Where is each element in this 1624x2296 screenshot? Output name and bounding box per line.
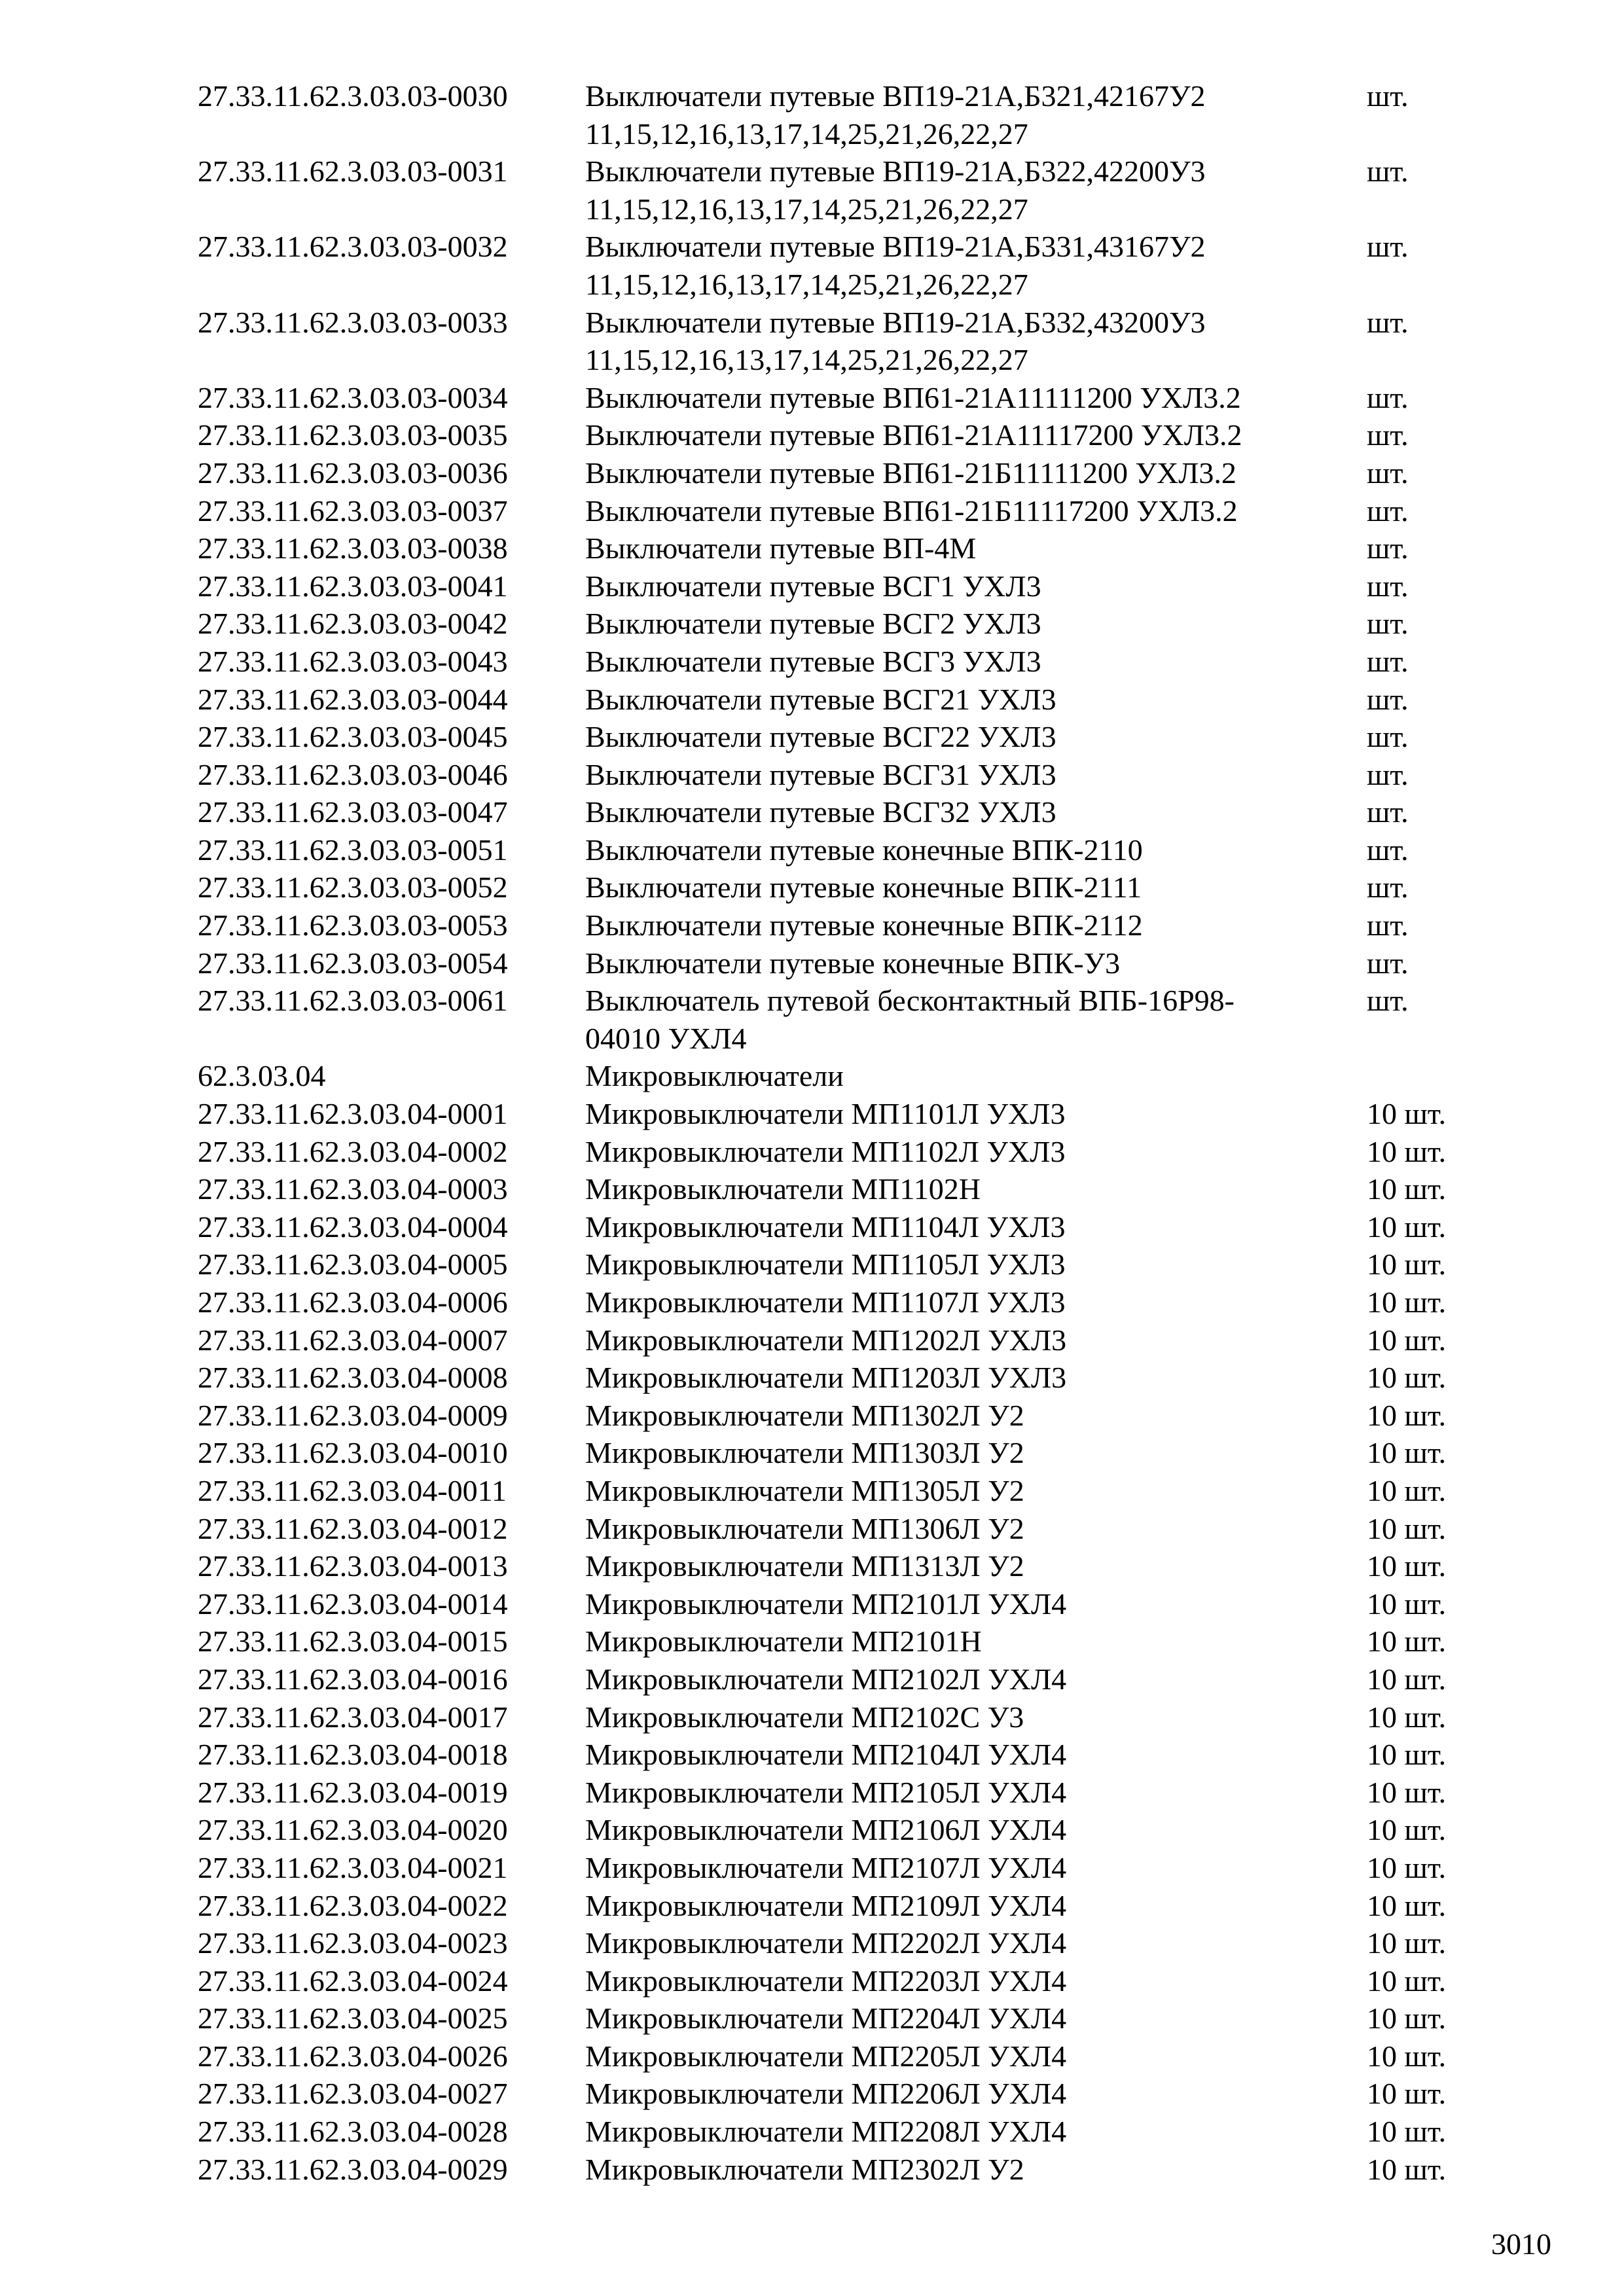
unit-of-measure: шт. (1367, 493, 1409, 528)
resource-name: Микровыключатели МП1306Л У2 (585, 1511, 1024, 1545)
resource-code: 27.33.11.62.3.03.04-0009 (198, 1398, 508, 1432)
resource-code: 27.33.11.62.3.03.03-0035 (198, 418, 508, 452)
resource-code: 27.33.11.62.3.03.04-0014 (198, 1587, 508, 1621)
resource-name: Выключатели путевые конечные ВПК-2112 (585, 908, 1143, 942)
resource-code: 27.33.11.62.3.03.04-0002 (198, 1134, 508, 1168)
unit-of-measure: шт. (1367, 154, 1409, 188)
table-row (198, 1585, 1507, 1623)
unit-of-measure: 10 шт. (1367, 1549, 1447, 1583)
resource-name: Микровыключатели МП1302Л У2 (585, 1398, 1024, 1432)
price-list-table (198, 77, 1507, 2188)
table-row (198, 1924, 1507, 1962)
resource-code: 27.33.11.62.3.03.04-0018 (198, 1738, 508, 1772)
resource-name: Микровыключатели МП2204Л УХЛ4 (585, 2001, 1067, 2036)
resource-code: 27.33.11.62.3.03.04-0008 (198, 1361, 508, 1395)
table-row (198, 2000, 1507, 2037)
unit-of-measure: шт. (1367, 456, 1409, 490)
resource-code: 27.33.11.62.3.03.04-0007 (198, 1323, 508, 1357)
table-row (198, 1321, 1507, 1359)
resource-code: 27.33.11.62.3.03.04-0026 (198, 2039, 508, 2073)
table-row (198, 1434, 1507, 1472)
table-row (198, 492, 1507, 530)
resource-code: 27.33.11.62.3.03.04-0028 (198, 2115, 508, 2149)
unit-of-measure: шт. (1367, 757, 1409, 791)
resource-code: 27.33.11.62.3.03.04-0013 (198, 1549, 508, 1583)
resource-name: Выключатели путевые ВП19-21А,Б332,43200У3 11,15,12,16,13,17,14,25,21,26,22,27 (585, 305, 1206, 377)
unit-of-measure: шт. (1367, 644, 1409, 678)
table-row (198, 793, 1507, 831)
table-row (198, 831, 1507, 869)
table-row (198, 379, 1507, 417)
resource-name: Микровыключатели (585, 1059, 844, 1093)
unit-of-measure: 10 шт. (1367, 1813, 1447, 1847)
unit-of-measure: 10 шт. (1367, 1624, 1447, 1659)
resource-name: Выключатели путевые конечные ВПК-2111 (585, 870, 1142, 905)
page-number: 3010 (1491, 2227, 1551, 2261)
unit-of-measure: 10 шт. (1367, 1134, 1447, 1168)
table-row (198, 1811, 1507, 1849)
resource-code: 27.33.11.62.3.03.03-0051 (198, 833, 508, 867)
table-row (198, 1246, 1507, 1283)
resource-code: 27.33.11.62.3.03.04-0011 (198, 1473, 507, 1507)
table-row (198, 1133, 1507, 1171)
table-row (198, 605, 1507, 643)
unit-of-measure: 10 шт. (1367, 2077, 1447, 2111)
unit-of-measure: шт. (1367, 380, 1409, 414)
resource-code: 27.33.11.62.3.03.03-0033 (198, 305, 508, 339)
resource-name: Микровыключатели МП2202Л УХЛ4 (585, 1926, 1067, 1960)
unit-of-measure: шт. (1367, 908, 1409, 942)
resource-code: 27.33.11.62.3.03.03-0034 (198, 380, 508, 414)
resource-code: 27.33.11.62.3.03.04-0015 (198, 1624, 508, 1659)
resource-code: 27.33.11.62.3.03.03-0046 (198, 757, 508, 791)
unit-of-measure: 10 шт. (1367, 1210, 1447, 1244)
table-row (198, 906, 1507, 944)
table-row (198, 1170, 1507, 1208)
resource-name: Выключатели путевые ВП61-21А11111200 УХЛ3.2 (585, 380, 1241, 414)
resource-code: 27.33.11.62.3.03.04-0029 (198, 2152, 508, 2186)
resource-code: 27.33.11.62.3.03.03-0032 (198, 230, 508, 264)
unit-of-measure: 10 шт. (1367, 1775, 1447, 1809)
unit-of-measure: 10 шт. (1367, 1511, 1447, 1545)
resource-code: 27.33.11.62.3.03.04-0016 (198, 1662, 508, 1696)
table-row (198, 1397, 1507, 1435)
resource-name: Микровыключатели МП2105Л УХЛ4 (585, 1775, 1067, 1809)
resource-code: 27.33.11.62.3.03.03-0061 (198, 984, 508, 1018)
table-row (198, 529, 1507, 567)
resource-name: Выключатели путевые ВСГ32 УХЛ3 (585, 795, 1056, 829)
unit-of-measure: 10 шт. (1367, 1850, 1447, 1884)
resource-name: Микровыключатели МП2206Л УХЛ4 (585, 2077, 1067, 2111)
resource-code: 27.33.11.62.3.03.04-0004 (198, 1210, 508, 1244)
resource-code: 27.33.11.62.3.03.04-0003 (198, 1172, 508, 1206)
table-row (198, 2113, 1507, 2151)
table-row (198, 1510, 1507, 1548)
unit-of-measure: шт. (1367, 569, 1409, 603)
resource-name: Микровыключатели МП2101Л УХЛ4 (585, 1587, 1067, 1621)
table-row (198, 152, 1507, 228)
resource-name: Микровыключатели МП2203Л УХЛ4 (585, 1964, 1067, 1998)
unit-of-measure: 10 шт. (1367, 1323, 1447, 1357)
unit-of-measure: шт. (1367, 79, 1409, 113)
table-row (198, 681, 1507, 719)
table-row (198, 1698, 1507, 1736)
resource-name: Выключатель путевой бесконтактный ВПБ-16Р98- 04010 УХЛ4 (585, 984, 1235, 1055)
resource-code: 27.33.11.62.3.03.04-0006 (198, 1285, 508, 1319)
resource-name: Микровыключатели МП1202Л УХЛ3 (585, 1323, 1067, 1357)
table-row (198, 1095, 1507, 1133)
resource-name: Микровыключатели МП2302Л У2 (585, 2152, 1024, 2186)
table-row (198, 228, 1507, 303)
unit-of-measure: 10 шт. (1367, 2152, 1447, 2186)
resource-code: 27.33.11.62.3.03.03-0038 (198, 531, 508, 565)
resource-code: 27.33.11.62.3.03.04-0023 (198, 1926, 508, 1960)
resource-name: Выключатели путевые конечные ВПК-2110 (585, 833, 1143, 867)
resource-name: Выключатели путевые ВП19-21А,Б322,42200У3 11,15,12,16,13,17,14,25,21,26,22,27 (585, 154, 1206, 226)
table-row (198, 982, 1507, 1057)
table-row (198, 304, 1507, 379)
resource-code: 27.33.11.62.3.03.03-0047 (198, 795, 508, 829)
resource-name: Микровыключатели МП2102С У3 (585, 1700, 1024, 1734)
table-row (198, 77, 1507, 152)
resource-code: 27.33.11.62.3.03.04-0010 (198, 1436, 508, 1470)
unit-of-measure: 10 шт. (1367, 1172, 1447, 1206)
resource-name: Микровыключатели МП1203Л УХЛ3 (585, 1361, 1067, 1395)
unit-of-measure: 10 шт. (1367, 1700, 1447, 1734)
resource-code: 27.33.11.62.3.03.03-0044 (198, 682, 508, 716)
unit-of-measure: 10 шт. (1367, 1738, 1447, 1772)
unit-of-measure: 10 шт. (1367, 1361, 1447, 1395)
table-row (198, 1472, 1507, 1510)
unit-of-measure: шт. (1367, 795, 1409, 829)
table-row (198, 454, 1507, 492)
resource-name: Микровыключатели МП2109Л УХЛ4 (585, 1888, 1067, 1922)
unit-of-measure: 10 шт. (1367, 1926, 1447, 1960)
unit-of-measure: 10 шт. (1367, 2039, 1447, 2073)
unit-of-measure: шт. (1367, 682, 1409, 716)
resource-name: Микровыключатели МП1105Л УХЛ3 (585, 1247, 1066, 1282)
table-row (198, 643, 1507, 681)
unit-of-measure: шт. (1367, 984, 1409, 1018)
table-row (198, 944, 1507, 982)
resource-code: 27.33.11.62.3.03.04-0001 (198, 1097, 508, 1131)
unit-of-measure: 10 шт. (1367, 1398, 1447, 1432)
resource-code: 27.33.11.62.3.03.04-0012 (198, 1511, 508, 1545)
resource-code: 27.33.11.62.3.03.03-0052 (198, 870, 508, 905)
resource-code: 27.33.11.62.3.03.04-0024 (198, 1964, 508, 1998)
table-row (198, 1660, 1507, 1698)
resource-code: 62.3.03.04 (198, 1059, 326, 1093)
resource-name: Микровыключатели МП1102Л УХЛ3 (585, 1134, 1066, 1168)
table-row (198, 1283, 1507, 1321)
resource-name: Выключатели путевые ВСГ31 УХЛ3 (585, 757, 1056, 791)
resource-code: 27.33.11.62.3.03.04-0019 (198, 1775, 508, 1809)
unit-of-measure: шт. (1367, 720, 1409, 754)
resource-name: Микровыключатели МП1102Н (585, 1172, 981, 1206)
table-row (198, 1887, 1507, 1925)
unit-of-measure: 10 шт. (1367, 1473, 1447, 1507)
resource-code: 27.33.11.62.3.03.04-0017 (198, 1700, 508, 1734)
resource-code: 27.33.11.62.3.03.03-0031 (198, 154, 508, 188)
resource-name: Выключатели путевые ВП19-21А,Б321,42167У2 11,15,12,16,13,17,14,25,21,26,22,27 (585, 79, 1206, 151)
unit-of-measure: шт. (1367, 607, 1409, 641)
table-row (198, 2151, 1507, 2189)
resource-code: 27.33.11.62.3.03.04-0005 (198, 1247, 508, 1282)
resource-code: 27.33.11.62.3.03.04-0025 (198, 2001, 508, 2036)
unit-of-measure: 10 шт. (1367, 1888, 1447, 1922)
table-row (198, 1359, 1507, 1397)
table-row (198, 869, 1507, 906)
resource-code: 27.33.11.62.3.03.03-0045 (198, 720, 508, 754)
resource-code: 27.33.11.62.3.03.03-0042 (198, 607, 508, 641)
resource-name: Выключатели путевые ВП-4М (585, 531, 977, 565)
resource-name: Выключатели путевые ВП19-21А,Б331,43167У2 11,15,12,16,13,17,14,25,21,26,22,27 (585, 230, 1206, 301)
resource-code: 27.33.11.62.3.03.03-0043 (198, 644, 508, 678)
unit-of-measure: шт. (1367, 833, 1409, 867)
unit-of-measure: 10 шт. (1367, 1247, 1447, 1282)
table-row (198, 2075, 1507, 2113)
resource-code: 27.33.11.62.3.03.04-0027 (198, 2077, 508, 2111)
unit-of-measure: шт. (1367, 230, 1409, 264)
resource-name: Выключатели путевые ВСГ2 УХЛ3 (585, 607, 1041, 641)
table-row (198, 1623, 1507, 1660)
resource-name: Микровыключатели МП2104Л УХЛ4 (585, 1738, 1067, 1772)
table-row (198, 1736, 1507, 1774)
table-row (198, 718, 1507, 756)
table-row (198, 1547, 1507, 1585)
resource-name: Выключатели путевые ВП61-21А11117200 УХЛ3.2 (585, 418, 1242, 452)
unit-of-measure: шт. (1367, 305, 1409, 339)
table-row (198, 1774, 1507, 1812)
resource-name: Микровыключатели МП1305Л У2 (585, 1473, 1024, 1507)
resource-name: Микровыключатели МП1303Л У2 (585, 1436, 1024, 1470)
section-heading-row (198, 1057, 1507, 1095)
unit-of-measure: 10 шт. (1367, 1285, 1447, 1319)
unit-of-measure: шт. (1367, 946, 1409, 980)
resource-name: Выключатели путевые ВП61-21Б11111200 УХЛ3.2 (585, 456, 1236, 490)
table-row (198, 2037, 1507, 2075)
resource-name: Микровыключатели МП2106Л УХЛ4 (585, 1813, 1067, 1847)
resource-name: Микровыключатели МП2208Л УХЛ4 (585, 2115, 1067, 2149)
unit-of-measure (1367, 1057, 1507, 1095)
resource-code: 27.33.11.62.3.03.04-0021 (198, 1850, 508, 1884)
resource-name: Выключатели путевые ВСГ3 УХЛ3 (585, 644, 1041, 678)
unit-of-measure: шт. (1367, 418, 1409, 452)
resource-code: 27.33.11.62.3.03.03-0041 (198, 569, 508, 603)
resource-code: 27.33.11.62.3.03.04-0020 (198, 1813, 508, 1847)
unit-of-measure: 10 шт. (1367, 1587, 1447, 1621)
resource-name: Выключатели путевые конечные ВПК-У3 (585, 946, 1121, 980)
resource-name: Микровыключатели МП1101Л УХЛ3 (585, 1097, 1066, 1131)
resource-name: Микровыключатели МП2101Н (585, 1624, 982, 1659)
resource-name: Микровыключатели МП1313Л У2 (585, 1549, 1024, 1583)
resource-name: Выключатели путевые ВСГ22 УХЛ3 (585, 720, 1056, 754)
resource-name: Микровыключатели МП2102Л УХЛ4 (585, 1662, 1067, 1696)
resource-code: 27.33.11.62.3.03.03-0037 (198, 493, 508, 528)
table-row (198, 1208, 1507, 1246)
resource-code: 27.33.11.62.3.03.04-0022 (198, 1888, 508, 1922)
unit-of-measure: 10 шт. (1367, 2115, 1447, 2149)
unit-of-measure: шт. (1367, 531, 1409, 565)
resource-name: Выключатели путевые ВСГ1 УХЛ3 (585, 569, 1041, 603)
table-row (198, 1849, 1507, 1887)
resource-code: 27.33.11.62.3.03.03-0036 (198, 456, 508, 490)
resource-code: 27.33.11.62.3.03.03-0054 (198, 946, 508, 980)
unit-of-measure: 10 шт. (1367, 1964, 1447, 1998)
table-row (198, 567, 1507, 605)
resource-name: Микровыключатели МП1104Л УХЛ3 (585, 1210, 1066, 1244)
resource-name: Микровыключатели МП2107Л УХЛ4 (585, 1850, 1067, 1884)
unit-of-measure: 10 шт. (1367, 1097, 1447, 1131)
resource-name: Микровыключатели МП1107Л УХЛ3 (585, 1285, 1066, 1319)
table-row (198, 756, 1507, 794)
resource-name: Микровыключатели МП2205Л УХЛ4 (585, 2039, 1067, 2073)
resource-name: Выключатели путевые ВСГ21 УХЛ3 (585, 682, 1056, 716)
resource-code: 27.33.11.62.3.03.03-0053 (198, 908, 508, 942)
unit-of-measure: шт. (1367, 870, 1409, 905)
unit-of-measure: 10 шт. (1367, 1662, 1447, 1696)
unit-of-measure: 10 шт. (1367, 2001, 1447, 2036)
unit-of-measure: 10 шт. (1367, 1436, 1447, 1470)
table-row (198, 416, 1507, 454)
resource-code: 27.33.11.62.3.03.03-0030 (198, 79, 508, 113)
table-row (198, 1962, 1507, 2000)
resource-name: Выключатели путевые ВП61-21Б11117200 УХЛ3.2 (585, 493, 1238, 528)
